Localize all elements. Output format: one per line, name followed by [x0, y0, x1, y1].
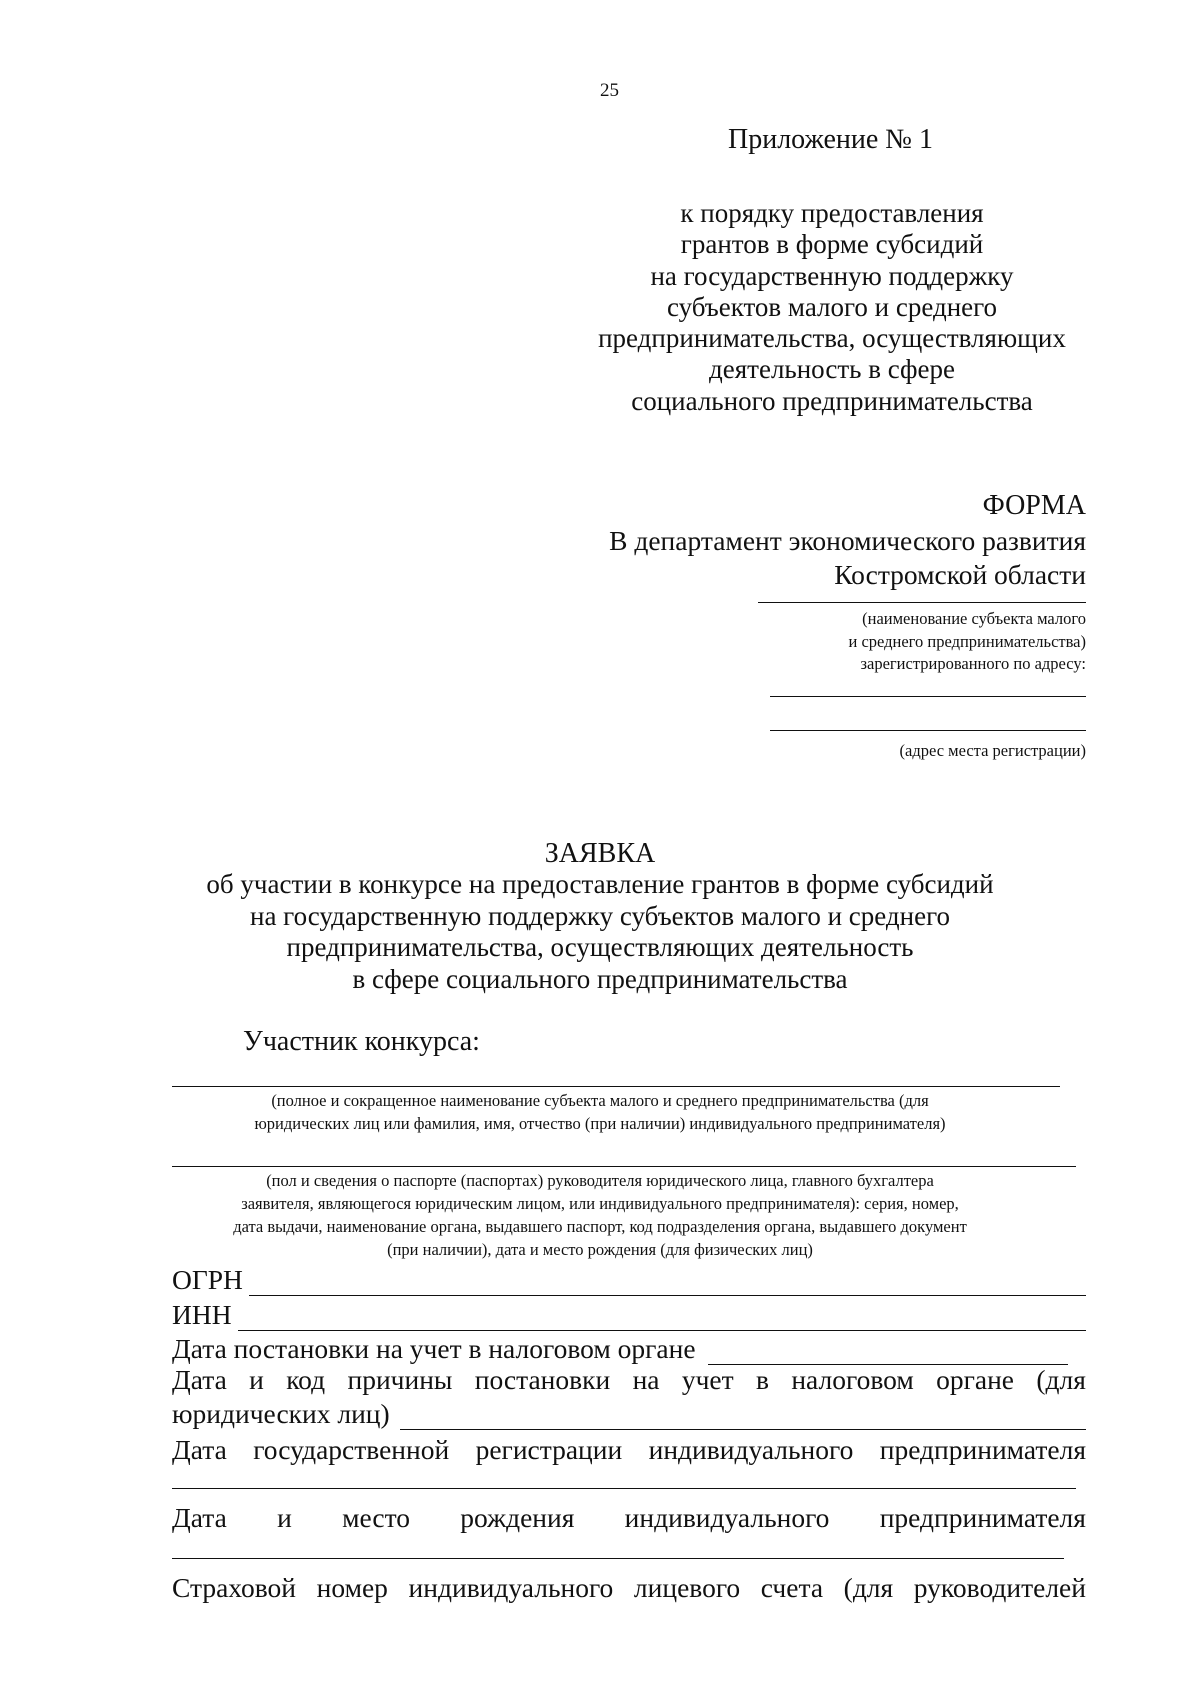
subtitle-line: предпринимательства, осуществляющих деятельность — [286, 932, 914, 963]
passport-blank[interactable] — [172, 1166, 1076, 1167]
kpp-word: органе — [936, 1364, 1015, 1395]
inn-field — [172, 1299, 1086, 1331]
ip-registration-input[interactable] — [172, 1488, 1076, 1489]
participant-name-blank[interactable] — [172, 1086, 1060, 1087]
caption-line: (пол и сведения о паспорте (паспортах) руководителя юридического лица, главного бухгалтера — [266, 1171, 934, 1190]
kpp-word: налоговом — [791, 1364, 914, 1395]
ogrn-input[interactable] — [249, 1271, 1086, 1296]
applicant-name-caption — [848, 608, 1086, 676]
kpp-word: и — [249, 1364, 264, 1395]
ip-registration-word: индивидуального — [648, 1434, 854, 1465]
kpp-field — [172, 1398, 1086, 1430]
kpp-word: учет — [681, 1364, 734, 1395]
ip-birth-word: Дата — [172, 1502, 227, 1533]
appendix-line: грантов в форме субсидий — [680, 229, 984, 260]
ip-birth-word: место — [342, 1502, 410, 1533]
caption-line: юридических лиц или фамилия, имя, отчество (при наличии) индивидуального предпринимателя) — [254, 1114, 946, 1133]
addressee-block — [609, 524, 1086, 592]
document-subtitle — [0, 869, 1200, 995]
appendix-reference — [582, 198, 1082, 417]
kpp-word: (для — [1036, 1364, 1086, 1395]
ip-birth-input[interactable] — [172, 1558, 1064, 1559]
inn-label: ИНН — [172, 1299, 232, 1330]
appendix-line: деятельность в сфере — [709, 354, 955, 385]
ip-registration-word: государственной — [253, 1434, 450, 1465]
tax-registration-label: Дата постановки на учет в налоговом органе — [172, 1333, 696, 1364]
ip-registration-word: регистрации — [475, 1434, 623, 1465]
passport-caption — [0, 1169, 1200, 1261]
snils-word: руководителей — [913, 1572, 1086, 1603]
address-caption: (адрес места регистрации) — [899, 741, 1086, 760]
ip-registration-word: Дата — [172, 1434, 227, 1465]
snils-word: счета — [760, 1572, 824, 1603]
snils-word: индивидуального — [408, 1572, 614, 1603]
kpp-label-line2: юридических лиц) — [172, 1398, 390, 1429]
ip-registration-word: предпринимателя — [879, 1434, 1086, 1465]
addressee-line: В департамент экономического развития — [609, 525, 1086, 556]
addressee-line: Костромской области — [834, 559, 1086, 590]
appendix-line: предпринимательства, осуществляющих — [598, 323, 1066, 354]
tax-registration-input[interactable] — [708, 1340, 1068, 1365]
ip-birth-word: рождения — [460, 1502, 575, 1533]
ogrn-field — [172, 1264, 1086, 1296]
address-blank-2[interactable] — [770, 730, 1086, 731]
snils-word: Страховой — [172, 1572, 297, 1603]
caption-line: дата выдачи, наименование органа, выдавшего паспорт, код подразделения органа, выдавшего документ — [233, 1217, 967, 1236]
kpp-word: постановки — [474, 1364, 611, 1395]
snils-word: лицевого — [633, 1572, 741, 1603]
snils-word: (для — [843, 1572, 894, 1603]
appendix-line: социального предпринимательства — [631, 385, 1033, 416]
ip-registration-label — [172, 1434, 1086, 1466]
snils-label — [172, 1572, 1086, 1604]
subtitle-line: в сфере социального предпринимательства — [352, 963, 848, 994]
ogrn-label: ОГРН — [172, 1264, 243, 1295]
address-blank-1[interactable] — [770, 696, 1086, 697]
appendix-line: на государственную поддержку — [650, 260, 1014, 291]
subtitle-line: на государственную поддержку субъектов малого и среднего — [250, 900, 950, 931]
appendix-line: к порядку предоставления — [680, 198, 984, 228]
ip-birth-word: предпринимателя — [879, 1502, 1086, 1533]
ip-birth-word: индивидуального — [624, 1502, 830, 1533]
caption-line: и среднего предпринимательства) — [848, 631, 1086, 651]
participant-label: Участник конкурса: — [243, 1026, 480, 1057]
caption-line: заявителя, являющегося юридическим лицом, или индивидуального предпринимателя): серия, номер, — [241, 1194, 959, 1213]
form-label: ФОРМА — [982, 490, 1086, 521]
page-number: 25 — [600, 80, 619, 101]
kpp-word: причины — [347, 1364, 453, 1395]
document-title: ЗАЯВКА — [544, 838, 656, 869]
kpp-word: в — [756, 1364, 769, 1395]
kpp-word: на — [632, 1364, 660, 1395]
kpp-label — [172, 1364, 1086, 1396]
subtitle-line: об участии в конкурсе на предоставление грантов в форме субсидий — [206, 869, 994, 899]
caption-line: зарегистрированного по адресу: — [860, 654, 1086, 673]
kpp-word: Дата — [172, 1364, 227, 1395]
tax-registration-field — [172, 1333, 1068, 1365]
appendix-title: Приложение № 1 — [728, 124, 933, 155]
applicant-name-blank[interactable] — [758, 602, 1086, 603]
caption-line: (наименование субъекта малого — [862, 609, 1086, 628]
ip-birth-word: и — [277, 1502, 292, 1533]
snils-word: номер — [316, 1572, 388, 1603]
kpp-word: код — [286, 1364, 326, 1395]
caption-line: (полное и сокращенное наименование субъекта малого и среднего предпринимательства (для — [271, 1091, 929, 1110]
caption-line: (при наличии), дата и место рождения (для физических лиц) — [387, 1240, 813, 1259]
inn-input[interactable] — [238, 1306, 1086, 1331]
ip-birth-label — [172, 1502, 1086, 1534]
kpp-input[interactable] — [400, 1405, 1086, 1430]
appendix-line: субъектов малого и среднего — [666, 291, 998, 322]
participant-name-caption — [0, 1089, 1200, 1135]
